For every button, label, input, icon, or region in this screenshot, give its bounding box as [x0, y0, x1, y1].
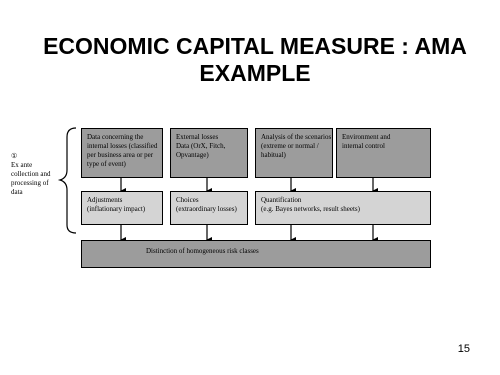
side-note-line-1: Ex ante [11, 161, 33, 169]
box-scenario-analysis-line-2: (extreme or normal / [261, 142, 319, 150]
box-adjustments-line-1: Adjustments [87, 196, 123, 204]
box-internal-losses-line-1: Data concerning the [87, 133, 144, 141]
side-note-line-2: collection and [11, 170, 51, 178]
box-adjustments [81, 191, 163, 225]
side-note-line-3: processing of [11, 179, 49, 187]
page-number: 15 [457, 343, 470, 355]
slide-title-line-2: EXAMPLE [199, 60, 311, 86]
box-internal-losses-line-3: per business area or per [87, 151, 154, 159]
box-quantification-line-1: Quantification [261, 196, 302, 204]
box-external-losses [170, 128, 248, 178]
box-scenario-analysis [255, 128, 333, 178]
box-risk-classes-label: Distinction of homogeneous risk classes [146, 247, 259, 255]
side-note [11, 152, 67, 197]
side-note-marker: ① [11, 152, 18, 160]
box-external-losses-line-1: External losses [176, 133, 219, 141]
box-internal-losses-line-4: type of event) [87, 160, 126, 168]
box-environment-control [336, 128, 431, 178]
box-choices-line-1: Choices [176, 196, 199, 204]
box-environment-control-line-2: internal control [342, 142, 385, 150]
box-internal-losses-line-2: internal losses (classified [87, 142, 158, 150]
box-adjustments-line-2: (inflationary impact) [87, 205, 146, 213]
box-risk-classes [81, 240, 431, 268]
box-scenario-analysis-line-1: Analysis of the scenarios [261, 133, 332, 141]
box-external-losses-line-2: Data (OrX, Fitch, [176, 142, 226, 150]
box-quantification [255, 191, 431, 225]
box-choices [170, 191, 248, 225]
box-choices-line-2: (extraordinary losses) [176, 205, 237, 213]
slide-title-line-1: ECONOMIC CAPITAL MEASURE : AMA [43, 33, 467, 59]
box-scenario-analysis-line-3: habitual) [261, 151, 286, 159]
box-environment-control-line-1: Environment and [342, 133, 391, 141]
side-note-line-4: data [11, 188, 23, 196]
box-quantification-line-2: (e.g. Bayes networks, result sheets) [261, 205, 360, 213]
box-internal-losses [81, 128, 163, 178]
box-external-losses-line-3: Opvantage) [176, 151, 209, 159]
